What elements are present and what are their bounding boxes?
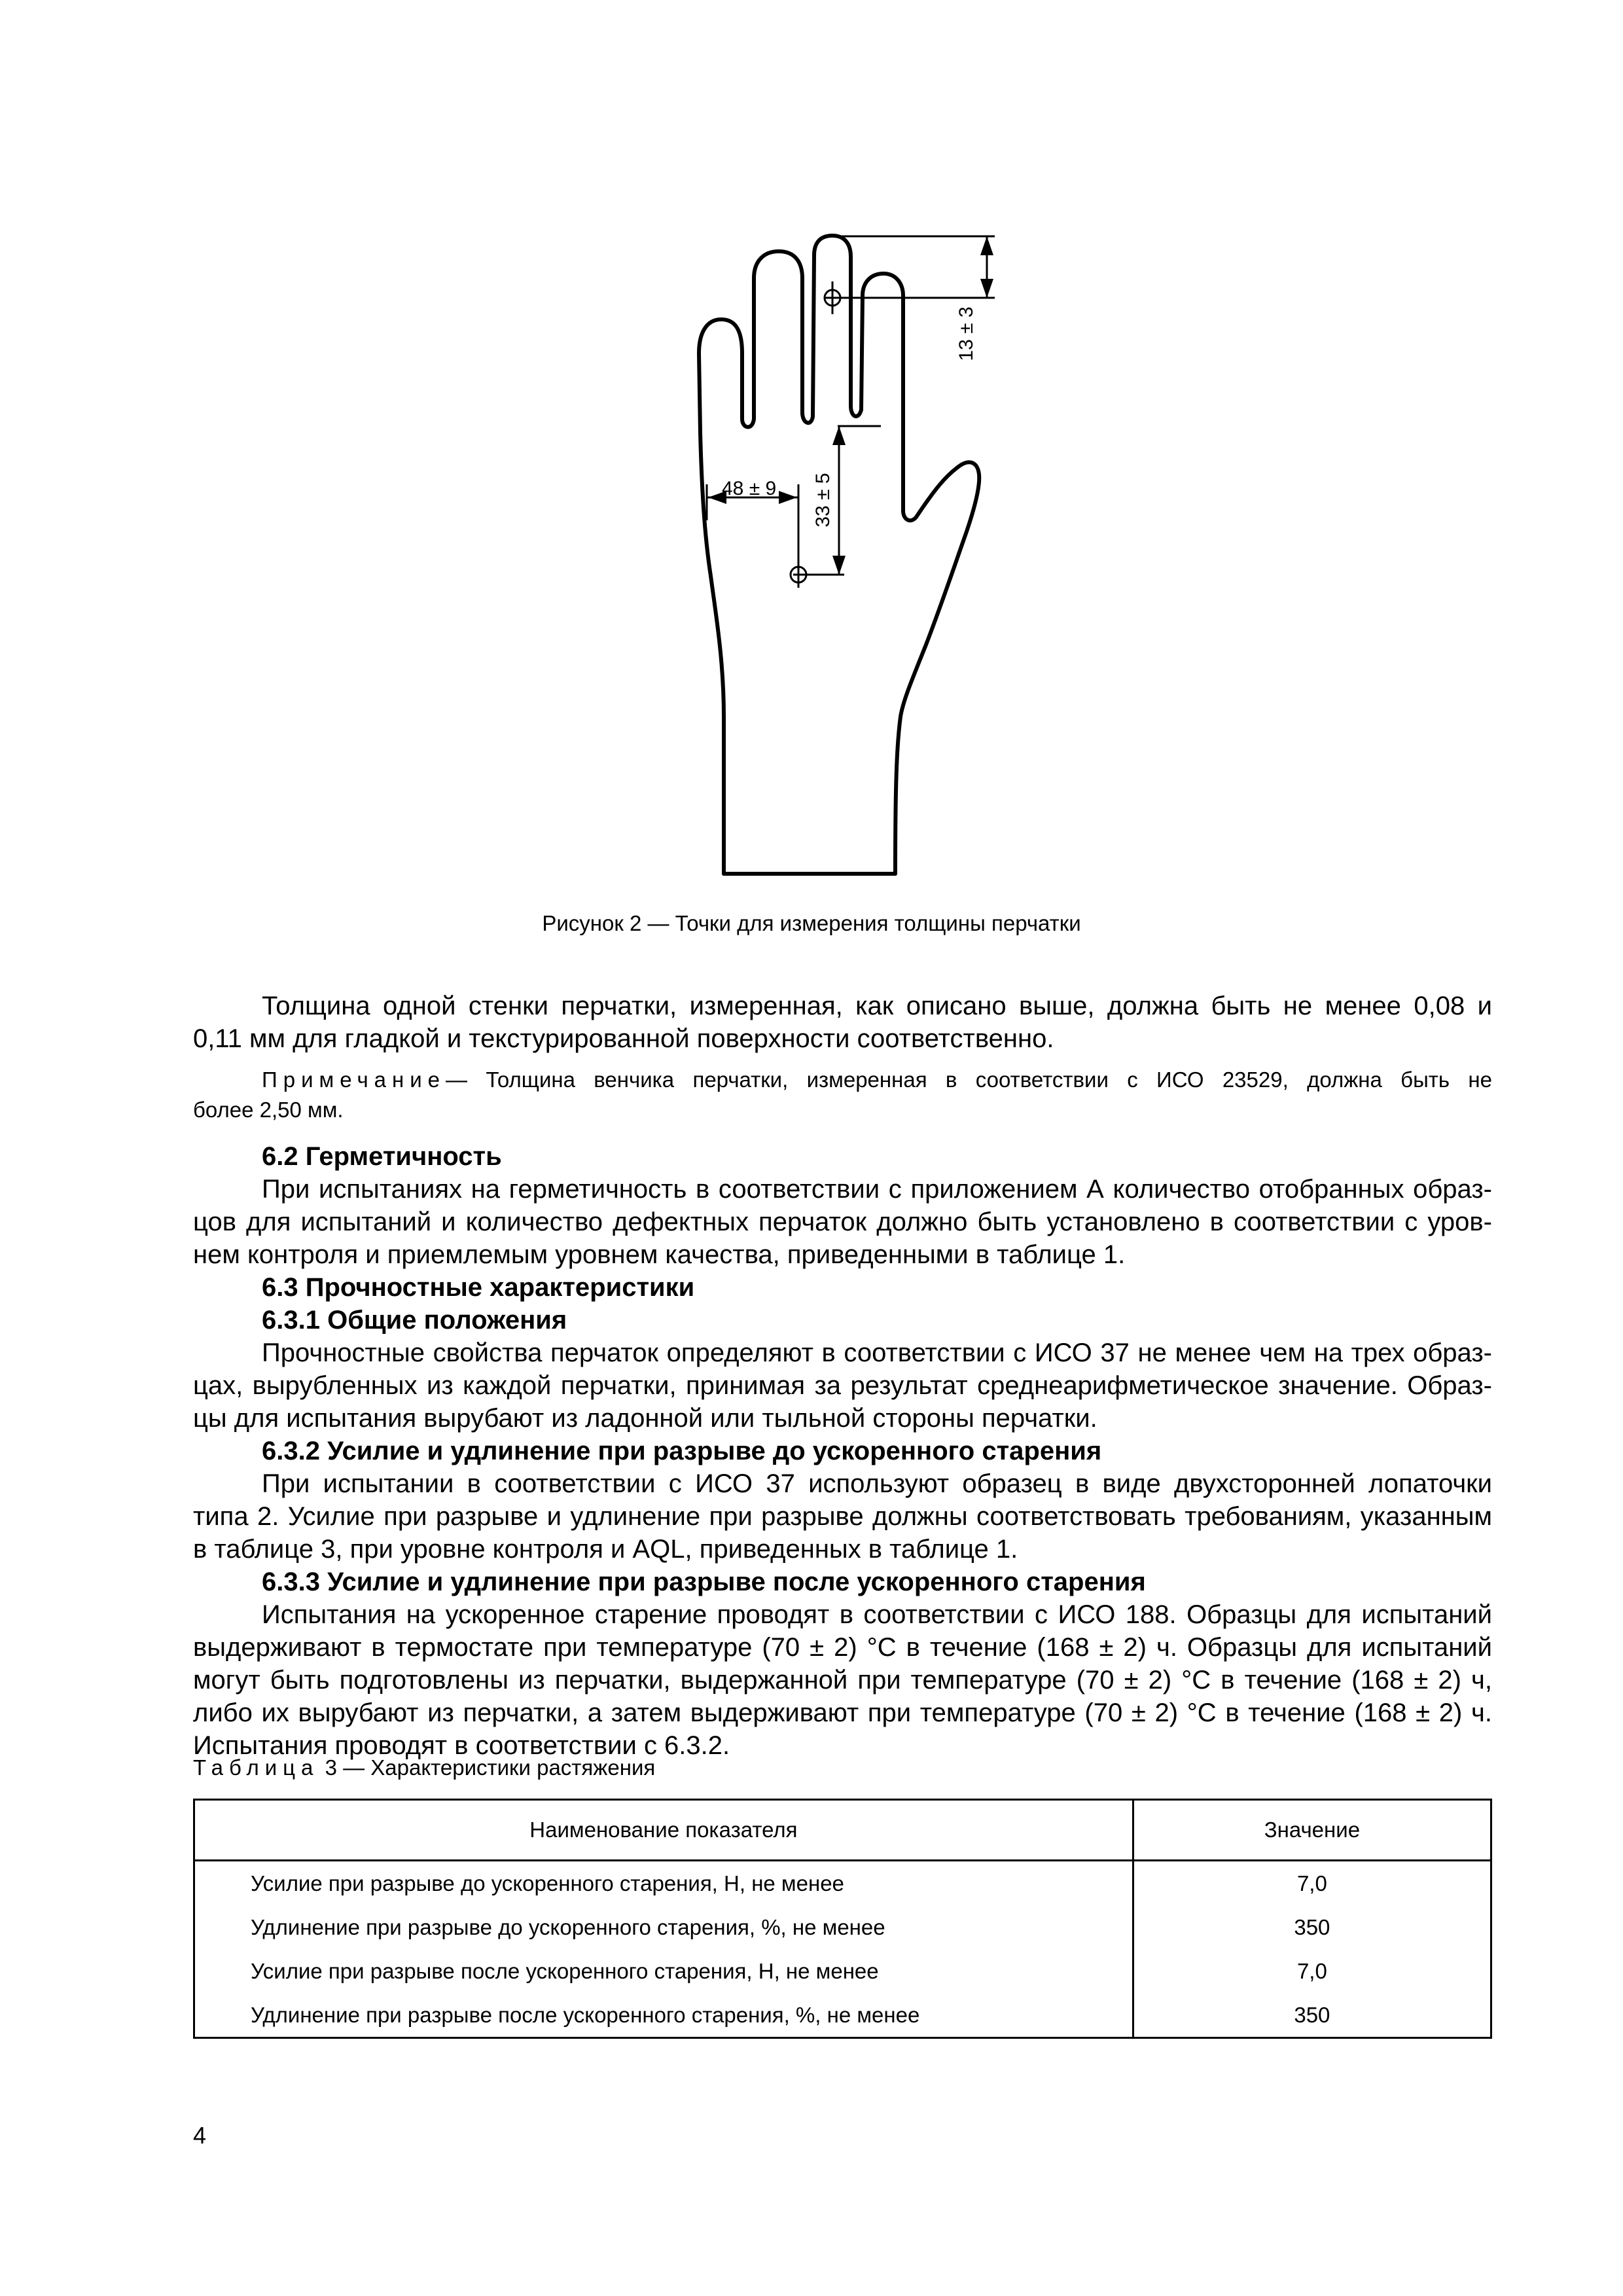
- page-number: 4: [193, 2122, 207, 2149]
- text-line: могут быть подготовлены из перчатки, выдержанной при температуре (70 ± 2) °С в течение (168 ± 2) ч,: [193, 1666, 1492, 1695]
- glove-thumb: [895, 429, 979, 874]
- section-heading-6-3-2: 6.3.2 Усилие и удлинение при разрыве до ускоренного старения: [262, 1437, 1102, 1465]
- note: [193, 1065, 1492, 1125]
- text-line: — Толщина венчика перчатки, измеренная в соответствии с ИСО 23529, должна быть не: [446, 1067, 1492, 1092]
- glove-left-edge: [699, 319, 754, 874]
- text-line: цы для испытания вырубают из ладонной или тыльной стороны перчатки.: [193, 1404, 1097, 1433]
- table-cell-name: Усилие при разрыве после ускоренного старения, Н, не менее: [194, 1949, 1133, 1993]
- text-line: выдерживают в термостате при температуре (70 ± 2) °С в течение (168 ± 2) ч. Образцы для испытаний: [193, 1633, 1492, 1662]
- dim-top-label: 13 ± 3: [955, 306, 977, 361]
- section-heading-6-3-1: 6.3.1 Общие положения: [262, 1306, 567, 1335]
- table-header-row: [194, 1800, 1491, 1861]
- thickness-paragraph: [193, 990, 1492, 1055]
- text-line: При испытаниях на герметичность в соответствии с приложением А количество отобранных образ-: [262, 1175, 1492, 1204]
- text-line: нем контроля и приемлемым уровнем качества, приведенными в таблице 1.: [193, 1240, 1126, 1269]
- note-label: Примечание: [262, 1067, 446, 1092]
- glove-figure: [0, 0, 1623, 949]
- table-cell-value: 7,0: [1133, 1861, 1491, 1906]
- table-row: [194, 1861, 1491, 1906]
- text-line: в таблице 3, при уровне контроля и AQL, приведенных в таблице 1.: [193, 1535, 1018, 1564]
- table-caption: 3 — Характеристики растяжения: [325, 1755, 656, 1780]
- figure-caption: Рисунок 2 — Точки для измерения толщины перчатки: [542, 911, 1081, 935]
- text-line: Толщина одной стенки перчатки, измеренная, как описано выше, должна быть не менее 0,08 и: [262, 992, 1492, 1020]
- table-cell-value: 350: [1133, 1993, 1491, 2038]
- table-row: [194, 1949, 1491, 1993]
- text-line: Испытания проводят в соответствии с 6.3.2.: [193, 1731, 730, 1760]
- table-row: [194, 1993, 1491, 2038]
- document-header: ГОСТ Р ИСО 11193-2—2009: [193, 162, 537, 191]
- section-heading-6-3-3: 6.3.3 Усилие и удлинение при разрыве после ускоренного старения: [262, 1568, 1146, 1596]
- table-header-cell: Значение: [1133, 1800, 1491, 1861]
- table-cell-name: Удлинение при разрыве после ускоренного старения, %, не менее: [194, 1993, 1133, 2038]
- text-line: Испытания на ускоренное старение проводят в соответствии с ИСО 188. Образцы для испытаний: [262, 1600, 1492, 1629]
- section-heading-6-3: 6.3 Прочностные характеристики: [262, 1273, 695, 1302]
- text-line: цах, вырубленных из каждой перчатки, принимая за результат среднеарифметическое значение. Образ-: [193, 1371, 1492, 1400]
- text-line: При испытании в соответствии с ИСО 37 используют образец в виде двухсторонней лопаточки: [262, 1469, 1492, 1498]
- dim-mid-label: 33 ± 5: [812, 473, 834, 528]
- table-row: [194, 1905, 1491, 1949]
- text-line: типа 2. Усилие при разрыве и удлинение при разрыве должны соответствовать требованиям, указанным: [193, 1502, 1492, 1531]
- table-cell-name: Усилие при разрыве до ускоренного старения, Н, не менее: [194, 1861, 1133, 1906]
- section-heading-6-2: 6.2 Герметичность: [262, 1142, 502, 1171]
- table-header-cell: Наименование показателя: [194, 1800, 1133, 1861]
- table-title: [193, 1755, 655, 1780]
- text-line: либо их вырубают из перчатки, а затем выдерживают при температуре (70 ± 2) °С в течение (168 ± 2) ч.: [193, 1698, 1492, 1727]
- text-line: Прочностные свойства перчаток определяют в соответствии с ИСО 37 не менее чем на трех образ-: [262, 1338, 1492, 1367]
- text-line: более 2,50 мм.: [193, 1098, 344, 1122]
- table-cell-value: 7,0: [1133, 1949, 1491, 1993]
- dim-width-label: 48 ± 9: [722, 478, 777, 499]
- glove-ring-finger: [754, 251, 813, 423]
- text-line: 0,11 мм для гладкой и текстурированной поверхности соответственно.: [193, 1024, 1054, 1053]
- text-line: цов для испытаний и количество дефектных перчаток должно быть установлено в соответствии с уров-: [193, 1208, 1492, 1236]
- table-cell-value: 350: [1133, 1905, 1491, 1949]
- glove-middle-finger: [813, 236, 861, 416]
- tensile-table: [193, 1799, 1492, 2039]
- table-label: Таблица: [193, 1755, 319, 1780]
- sections-body: [193, 1140, 1492, 1762]
- table-cell-name: Удлинение при разрыве до ускоренного старения, %, не менее: [194, 1905, 1133, 1949]
